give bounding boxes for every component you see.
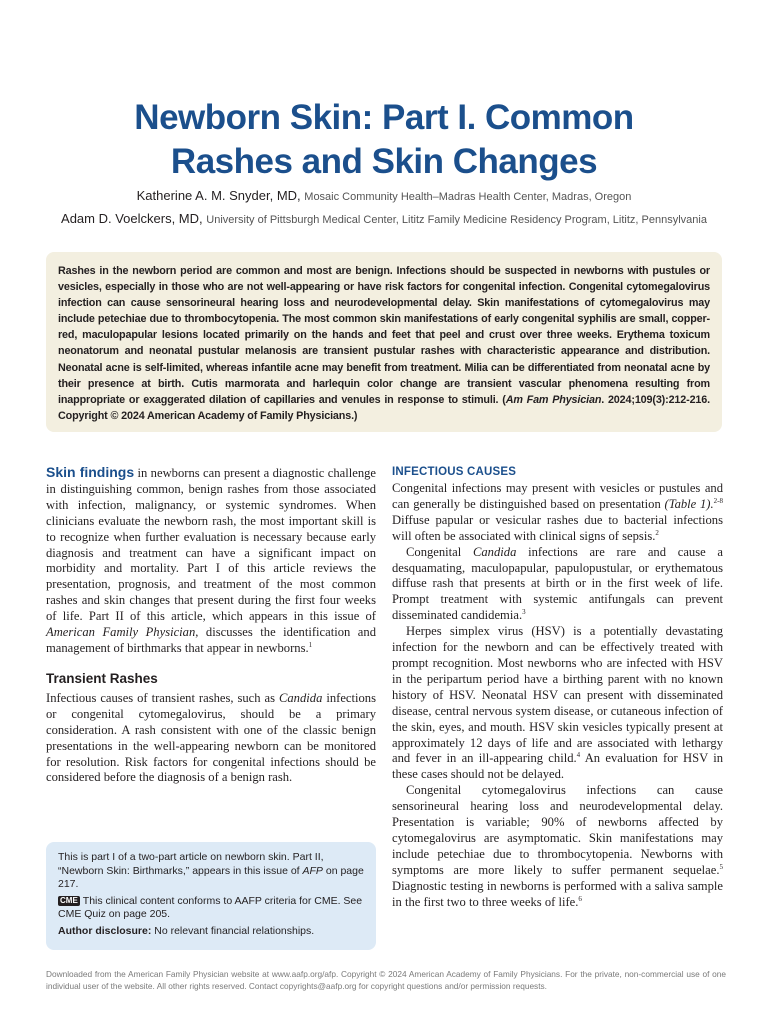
article-title — [0, 96, 768, 184]
infectious-paragraph-4: Congenital cytomegalovirus infections can cause sensorineural hearing loss and neurodevelopmental delay. Presentation is variable; 90% of newborns affected by cytomegalovirus are asymptomatic. Skin manifestations may include petechiae due to thrombocytopenia. Newborns with symptoms are more likely to suffer permanent sequelae.$^5$ Diagnostic testing in newborns is performed with a saliva sample in the first two to three weeks of life.$^6$ — [392, 783, 723, 909]
author-2 — [0, 208, 768, 231]
abstract-citation: . 2024;109(3):212-216. Copyright © 2024 American Academy of Family Physicians.) — [58, 393, 710, 422]
intro-reference: 1 — [308, 640, 313, 649]
transient-paragraph: Infectious causes of transient rashes, such as Candida infections or congenital cytomegalovirus, should be a primary consideration. A rash consistent with one of the classic benign presentations in the well-appearing newborn can be monitored for resolution. Risk factors for congenital infections should be considered before the diagnosis of a benign rash. — [46, 690, 376, 785]
abstract-box — [46, 252, 722, 432]
abstract-text: Rashes in the newborn period are common and most are benign. Infections should be suspected in newborns with pustules or vesicles, especially in those who are not well-appearing or have risk factors for congenital infection. Congenital cytomegalovirus infection can cause sensorineural hearing loss and neurodevelopmental delay. Skin manifestations of cytomegalovirus may include petechiae due to thrombocytopenia. The most common skin manifestations of early congenital syphilis are small, copper-red, maculopapular lesions located primarily on the hands and feet that peel and crust over three weeks. Erythema toxicum neonatorum and neonatal pustular melanosis are transient pustular rashes with characteristic appearance and distribution. Neonatal acne is self-limited, whereas infantile acne may benefit from treatment. Milia can be differentiated from neonatal acne by their presence at birth. Cutis marmorata and harlequin color change are transient vascular phenomena resulting from inappropriate or exaggerated dilation of capillaries and venules in response to stimuli. (Am Fam Physician. 2024;109(3):212-216. Copyright © 2024 American Academy of Family Physicians.) — [58, 265, 710, 422]
intro-paragraph: Skin findings in newborns can present a diagnostic challenge in distinguishing common, benign rashes from those associated with infection, malignancy, or systemic syndromes. When clinicians evaluate the newborn rash, the most important skill is to recognize when further evaluation is necessary because early diagnosis and treatment can have a significant impact on morbidity and mortality. Part I of this article reviews the presentation, prognosis, and treatment of the most common rashes and skin changes that present during the first four weeks of life. Part II of this article, which appears in this issue of American Family Physician, discusses the identification and management of birthmarks that appear in newborns.$^1$ — [46, 464, 376, 655]
transient-rashes-heading: Transient Rashes — [46, 670, 158, 686]
title-line-2: Rashes and Skin Changes — [170, 142, 598, 181]
title-line-1: Newborn Skin: Part I. Common — [134, 98, 634, 137]
disclosure-note: Author disclosure: No relevant financial relationships. — [58, 924, 315, 937]
infectious-paragraph-1: Congenital infections may present with vesicles or pustules and can generally be distinguished based on presentation (Table 1).$^{2-8}$ Diffuse papular or vesicular rashes due to bacterial infections will often be associated with clinical signs of sepsis.$^2$ — [392, 481, 723, 543]
cme-badge: CME — [60, 895, 78, 905]
infectious-causes-heading: INFECTIOUS CAUSES — [392, 466, 517, 478]
left-column — [46, 465, 376, 786]
author-1 — [0, 185, 768, 208]
infectious-paragraph-3: Herpes simplex virus (HSV) is a potentially devastating infection for the newborn and can be effectively treated with prompt recognition. Most newborns who are infected with HSV in the peripartum period have a birthing parent with no known history of HSV. Neonatal HSV can present with disseminated disease, central nervous system disease, or cutaneous infection of the skin, eyes, and mouth. HSV skin vesicles typically present at approximately 12 days of life and are associated with lethargy and fever in an ill-appearing child.$^4$ An evaluation for HSV in these cases should not be delayed. — [392, 624, 723, 782]
author-list — [0, 185, 768, 231]
author-1-name: Katherine A. M. Snyder, MD, — [136, 188, 301, 203]
copyright-footer: Downloaded from the American Family Physician website at www.aafp.org/afp. Copyright © 2024 American Academy of Family Physicians. For the private, non-commercial use of one individual user of the website. All other rights reserved. Contact copyrights@aafp.org for copyright questions and/or permission requests. — [46, 969, 726, 991]
infectious-paragraph-2: Congenital Candida infections are rare and cause a desquamating, maculopapular, papulopustular, or erythematous diffuse rash that presents at birth or in the first week of life. Prompt treatment with systemic antifungals can prevent disseminated candidemia.$^3$ — [392, 544, 723, 623]
right-column — [392, 465, 723, 910]
lead-in: Skin findings — [46, 464, 135, 480]
cme-note: CME This clinical content conforms to AAFP criteria for CME. See CME Quiz on page 205. — [58, 894, 363, 920]
author-2-affiliation: University of Pittsburgh Medical Center, Lititz Family Medicine Residency Program, Lititz, Pennsylvania — [206, 214, 707, 226]
article-note-box — [46, 842, 376, 950]
author-2-name: Adam D. Voelckers, MD, — [61, 211, 203, 226]
abstract-journal: Am Fam Physician — [505, 393, 602, 406]
author-1-affiliation: Mosaic Community Health–Madras Health Center, Madras, Oregon — [304, 191, 632, 203]
intro-journal: American Family Physician — [46, 625, 196, 640]
table-reference-link[interactable]: (Table 1). — [664, 496, 714, 511]
part-note: This is part I of a two-part article on newborn skin. Part II, “Newborn Skin: Birthmarks,” appears in this issue of AFP on page 217. — [58, 851, 364, 890]
